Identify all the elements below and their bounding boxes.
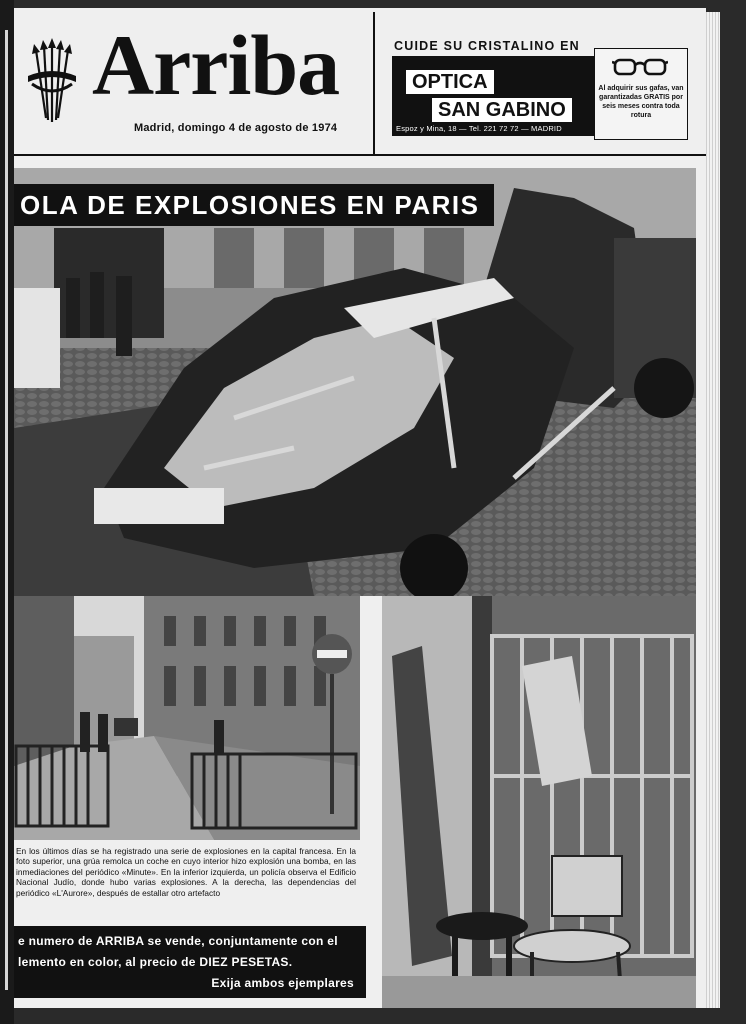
binding-spine: [0, 0, 14, 1024]
ad-title: CUIDE SU CRISTALINO EN: [394, 39, 580, 53]
ad-brand-line2: SAN GABINO: [432, 98, 572, 122]
masthead: [14, 8, 706, 158]
masthead-bottom-rule: [14, 154, 706, 156]
street-barrier-photo: [14, 596, 360, 840]
ad-offer-text: Al adquirir sus gafas, van garantizadas GRATIS por seis meses contra toda rotura: [598, 85, 684, 119]
page-edges: [706, 12, 720, 1008]
newspaper-page: [14, 8, 706, 1008]
newspaper-logo: Arriba: [92, 17, 340, 113]
photo-caption: En los últimos días se ha registrado una serie de explosiones en la capital francesa. En la foto superior, una grúa remolca un coche en cuyo interior hizo explosión una bomba, en las inmediaciones del periódico «Minute». En la inferior izquierda, un policía observa el Edificio Nacional Judío, donde hubo varias explosiones. A la derecha, las dependencias del periódico «L'Aurore», después de estallar otro artefacto: [16, 846, 356, 898]
main-photo-wrecked-car: [14, 168, 696, 596]
damaged-door-photo: [382, 596, 696, 1008]
notice-line-1: e numero de ARRIBA se vende, conjuntamente con el: [18, 934, 338, 948]
masthead-divider: [373, 12, 375, 154]
issue-date: Madrid, domingo 4 de agosto de 1974: [134, 122, 338, 134]
notice-line-2: lemento en color, al precio de DIEZ PESETAS.: [18, 955, 293, 969]
ad-brand-line1: OPTICA: [406, 70, 494, 94]
yoke-arrows-emblem-icon: [24, 36, 80, 126]
ad-address: Espoz y Mina, 18 — Tel. 221 72 72 — MADRID: [396, 124, 562, 133]
glasses-icon: [612, 55, 668, 79]
notice-line-3: Exija ambos ejemplares: [211, 976, 354, 990]
headline-banner: OLA DE EXPLOSIONES EN PARIS: [14, 184, 494, 226]
price-notice-box: [14, 926, 366, 998]
